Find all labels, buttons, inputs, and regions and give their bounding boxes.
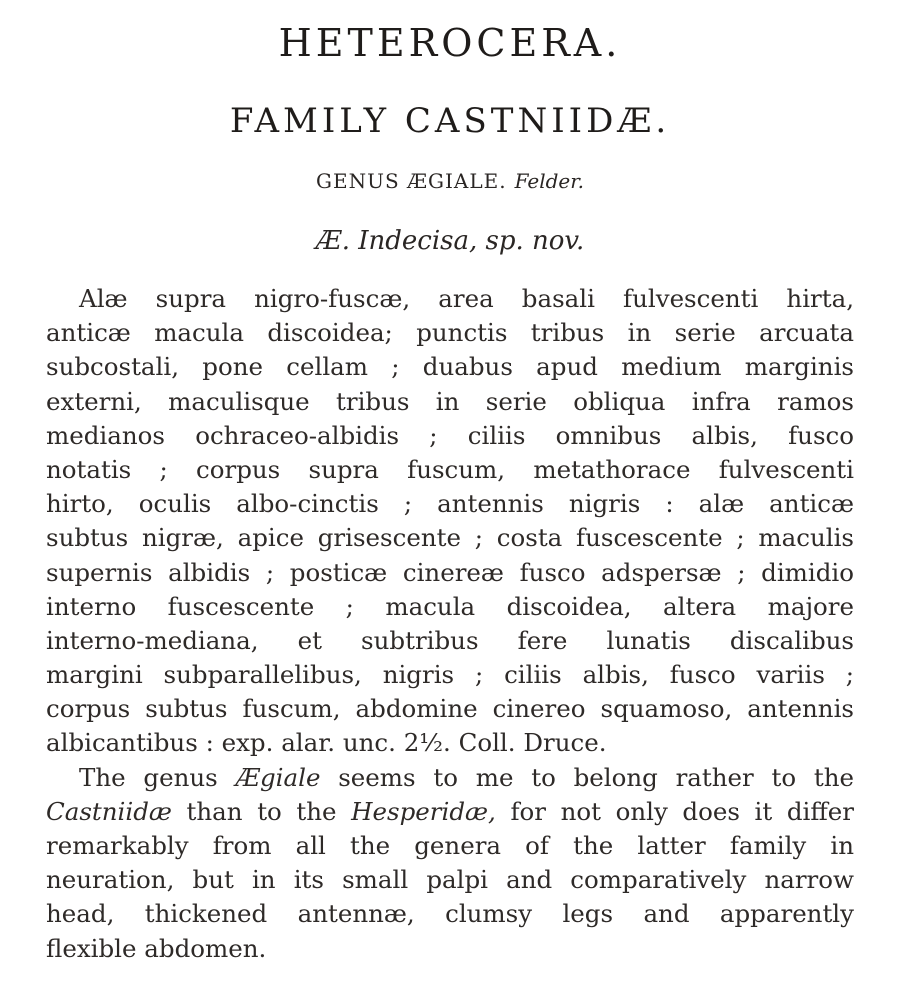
remark-line: neuration, but in its small palpi and comparatively narrow <box>46 865 854 895</box>
remark-line <box>46 795 854 829</box>
section-heading: HETEROCERA. <box>278 21 622 65</box>
description-line: anticæ macula discoidea; punctis tribus in serie arcuata <box>46 318 854 348</box>
remark-line: head, thickened antennæ, clumsy legs and apparently <box>46 899 854 929</box>
description-line: supernis albidis ; posticæ cinereæ fusco adspersæ ; dimidio <box>46 557 854 587</box>
remark-text: The genus <box>79 762 236 792</box>
body-text <box>46 282 854 966</box>
genus-name: GENUS ÆGIALE. <box>316 169 507 193</box>
family-reference: Hesperidæ, <box>351 796 496 826</box>
description-line: subtus nigræ, apice grisescente ; costa fuscescente ; maculis <box>46 523 854 553</box>
remark-line: flexible abdomen. <box>46 933 267 963</box>
remark-text: seems to me to belong rather to the <box>320 762 854 792</box>
genus-author: Felder. <box>514 169 584 193</box>
species-heading: Æ. Indecisa, sp. nov. <box>315 226 585 256</box>
description-line: hirto, oculis albo-cinctis ; antennis nigris : alæ anticæ <box>46 489 854 519</box>
family-reference: Castniidæ <box>46 796 172 826</box>
remark-line <box>46 761 854 795</box>
description-line: interno-mediana, et subtribus fere lunatis discalibus <box>46 625 854 655</box>
description-line: subcostali, pone cellam ; duabus apud medium marginis <box>46 352 854 382</box>
remark-line: remarkably from all the genera of the latter family in <box>46 831 854 860</box>
genus-reference: Ægiale <box>235 762 321 792</box>
description-line: externi, maculisque tribus in serie obliqua infra ramos <box>46 386 854 416</box>
description-line: margini subparallelibus, nigris ; ciliis albis, fusco variis ; <box>46 660 854 690</box>
remark-text: for not only does it differ <box>495 796 854 826</box>
description-line: interno fuscescente ; macula discoidea, altera majore <box>46 591 854 621</box>
description-line: corpus subtus fuscum, abdomine cinereo squamoso, antennis <box>46 694 854 724</box>
description-line: notatis ; corpus supra fuscum, metathorace fulvescenti <box>46 454 854 484</box>
family-heading: FAMILY CASTNIIDÆ. <box>229 101 671 141</box>
description-line: albicantibus : exp. alar. unc. 2½. Coll. Druce. <box>46 728 607 758</box>
genus-heading <box>0 166 900 196</box>
description-line: Alæ supra nigro-fuscæ, area basali fulvescenti hirta, <box>79 284 854 313</box>
remark-text: than to the <box>171 796 352 826</box>
description-line: medianos ochraceo-albidis ; ciliis omnibus albis, fusco <box>46 420 854 450</box>
